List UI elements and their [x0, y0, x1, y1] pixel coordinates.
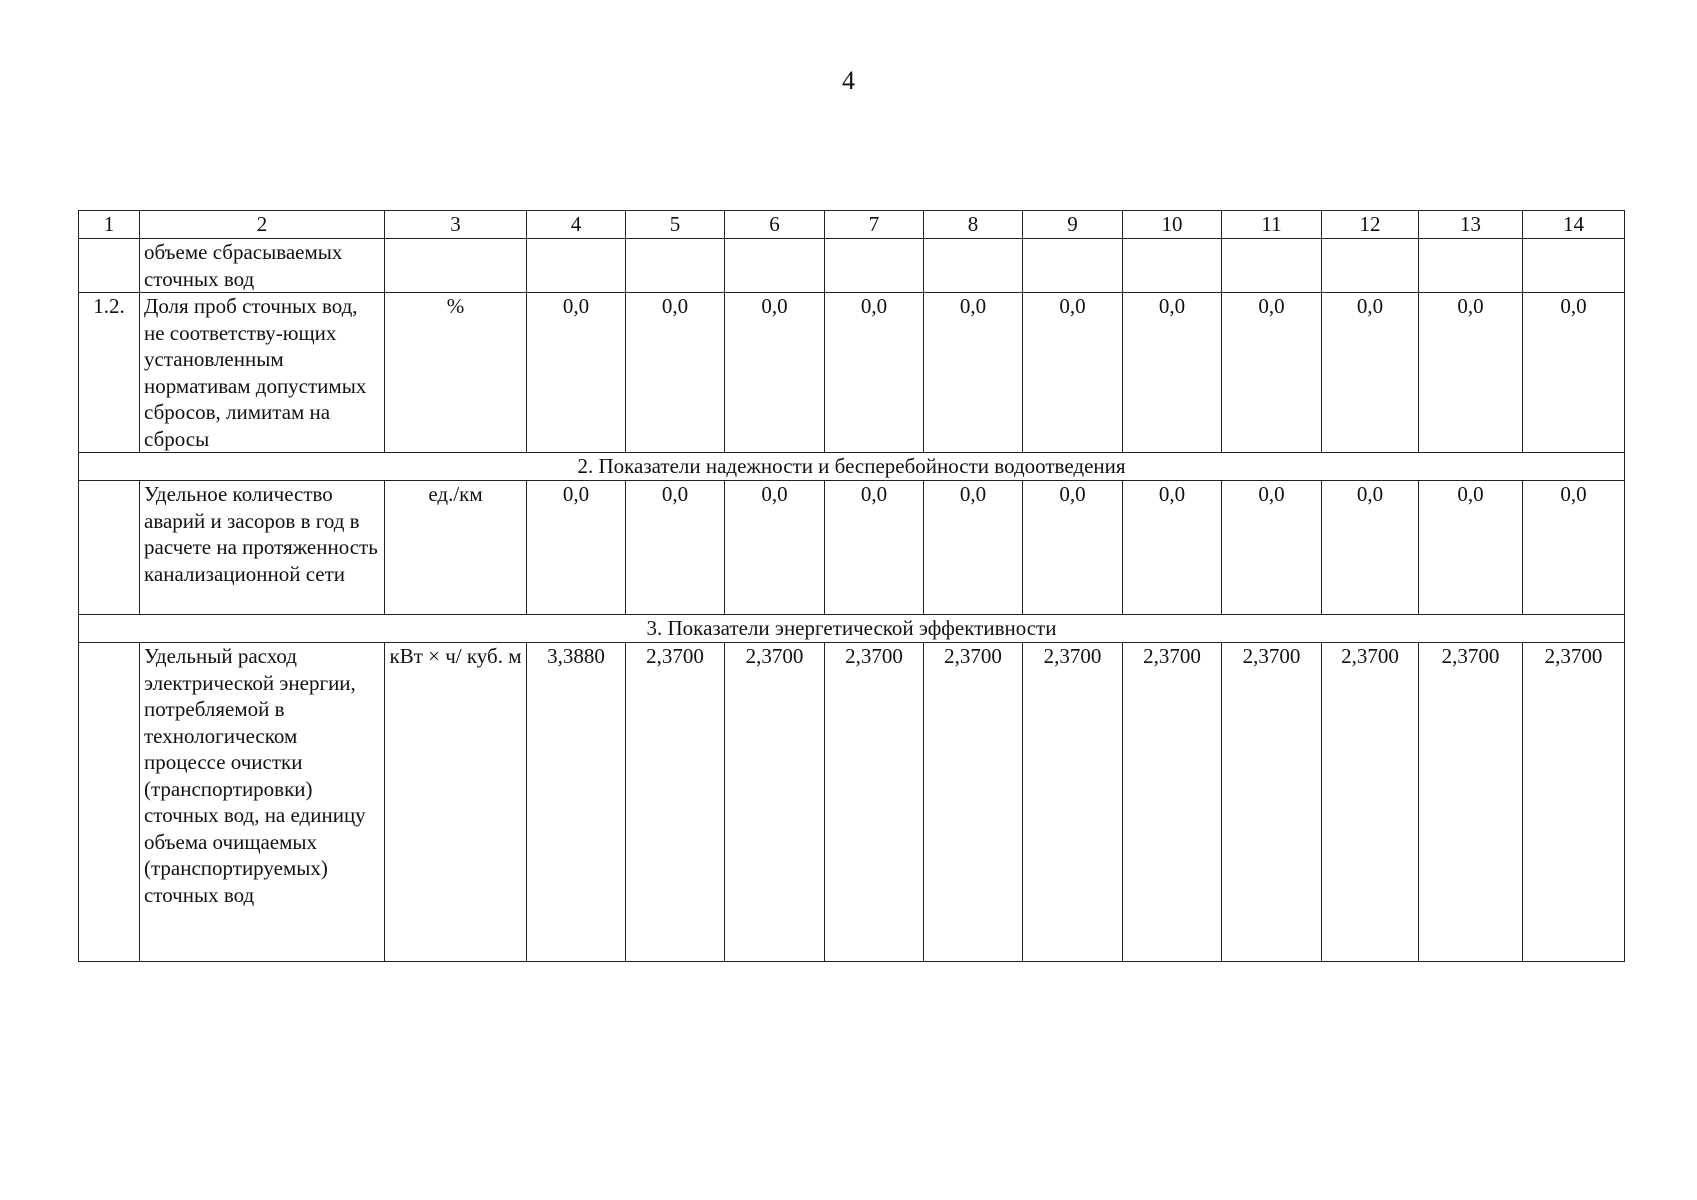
value-cell: 2,3700 [1419, 643, 1523, 962]
column-header: 8 [924, 211, 1023, 239]
row-number [79, 239, 140, 293]
column-header: 13 [1419, 211, 1523, 239]
value-cell [626, 239, 725, 293]
value-cell: 2,3700 [626, 643, 725, 962]
value-cell: 2,3700 [924, 643, 1023, 962]
value-cell: 0,0 [825, 293, 924, 453]
value-cell: 0,0 [1322, 481, 1419, 615]
value-cell: 0,0 [924, 481, 1023, 615]
table-row [79, 239, 1625, 293]
section-title: 3. Показатели энергетической эффективности [79, 615, 1625, 643]
value-cell: 0,0 [527, 481, 626, 615]
unit-cell [385, 239, 527, 293]
column-header: 2 [140, 211, 385, 239]
row-number [79, 643, 140, 962]
page-number: 4 [842, 66, 855, 95]
value-cell [1023, 239, 1123, 293]
column-header: 4 [527, 211, 626, 239]
value-cell: 0,0 [725, 293, 825, 453]
table-row [79, 643, 1625, 962]
value-cell: 3,3880 [527, 643, 626, 962]
value-cell: 2,3700 [1322, 643, 1419, 962]
table-header-row [79, 211, 1625, 239]
value-cell: 0,0 [626, 481, 725, 615]
value-cell: 0,0 [1023, 481, 1123, 615]
row-number [79, 481, 140, 615]
value-cell [1523, 239, 1625, 293]
section-heading-row [79, 615, 1625, 643]
value-cell: 0,0 [1419, 481, 1523, 615]
value-cell: 0,0 [1322, 293, 1419, 453]
value-cell: 0,0 [1419, 293, 1523, 453]
row-number: 1.2. [79, 293, 140, 453]
unit-cell: ед./км [385, 481, 527, 615]
value-cell [725, 239, 825, 293]
column-header: 3 [385, 211, 527, 239]
indicator-name: Доля проб сточных вод, не соответству-ющих установленным нормативам допустимых сбросов, лимитам на сбросы [140, 293, 385, 453]
value-cell: 2,3700 [1023, 643, 1123, 962]
value-cell: 0,0 [1023, 293, 1123, 453]
value-cell: 0,0 [1523, 293, 1625, 453]
value-cell: 0,0 [825, 481, 924, 615]
value-cell: 2,3700 [1123, 643, 1222, 962]
column-header: 10 [1123, 211, 1222, 239]
indicator-name: объеме сбрасываемых сточных вод [140, 239, 385, 293]
section-heading-row [79, 453, 1625, 481]
unit-cell: кВт × ч/ куб. м [385, 643, 527, 962]
column-header: 5 [626, 211, 725, 239]
table-row [79, 481, 1625, 615]
indicators-table [78, 210, 1625, 962]
value-cell [1322, 239, 1419, 293]
indicator-name: Удельное количество аварий и засоров в год в расчете на протяженность канализационной сети [140, 481, 385, 615]
value-cell: 0,0 [924, 293, 1023, 453]
table-row [79, 293, 1625, 453]
column-header: 6 [725, 211, 825, 239]
indicator-name: Удельный расход электрической энергии, потребляемой в технологическом процессе очистки (транспортировки) сточных вод, на единицу объема очищаемых (транспортируемых) сточных вод [140, 643, 385, 962]
value-cell [825, 239, 924, 293]
value-cell: 0,0 [1123, 481, 1222, 615]
value-cell: 2,3700 [725, 643, 825, 962]
value-cell: 0,0 [1222, 481, 1322, 615]
value-cell [1222, 239, 1322, 293]
value-cell: 2,3700 [1523, 643, 1625, 962]
value-cell [1419, 239, 1523, 293]
column-header: 12 [1322, 211, 1419, 239]
value-cell [924, 239, 1023, 293]
column-header: 7 [825, 211, 924, 239]
value-cell: 0,0 [1523, 481, 1625, 615]
value-cell: 0,0 [1123, 293, 1222, 453]
value-cell [527, 239, 626, 293]
unit-cell: % [385, 293, 527, 453]
value-cell: 2,3700 [1222, 643, 1322, 962]
column-header: 1 [79, 211, 140, 239]
value-cell: 0,0 [1222, 293, 1322, 453]
column-header: 9 [1023, 211, 1123, 239]
column-header: 11 [1222, 211, 1322, 239]
column-header: 14 [1523, 211, 1625, 239]
section-title: 2. Показатели надежности и бесперебойности водоотведения [79, 453, 1625, 481]
value-cell: 0,0 [527, 293, 626, 453]
value-cell: 0,0 [725, 481, 825, 615]
value-cell [1123, 239, 1222, 293]
value-cell: 0,0 [626, 293, 725, 453]
value-cell: 2,3700 [825, 643, 924, 962]
